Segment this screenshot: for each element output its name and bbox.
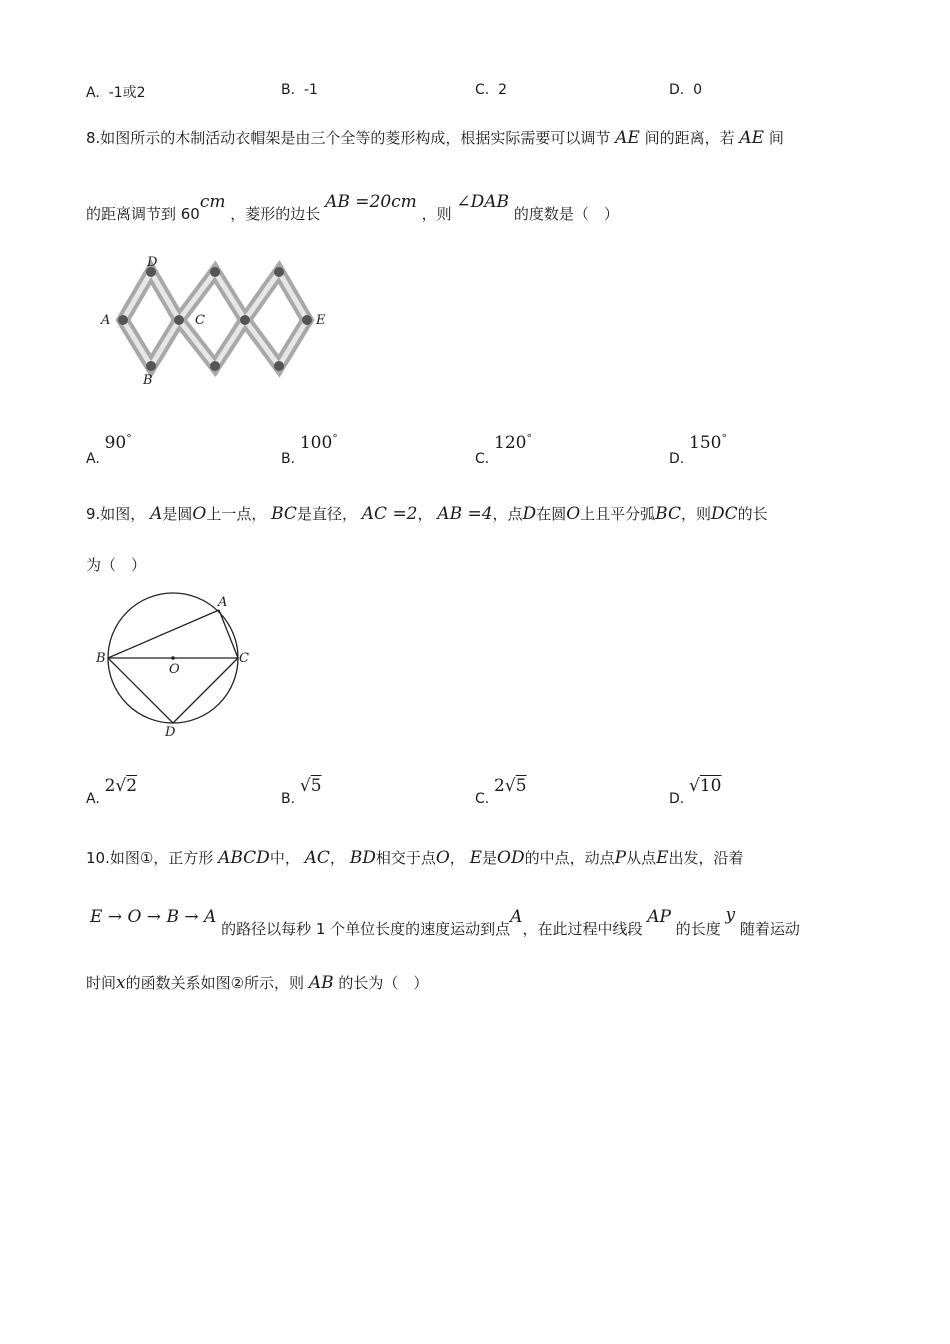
radicand: 5 — [515, 776, 527, 796]
option-value: -1 — [303, 82, 318, 98]
option-b — [281, 82, 318, 98]
math-o: O — [566, 504, 581, 524]
text: 的长 — [737, 505, 768, 523]
text: ，点 — [492, 505, 523, 523]
option-key: A. — [86, 451, 100, 467]
math-ac: AC — [304, 848, 330, 868]
option-a — [86, 82, 146, 102]
math-p: P — [614, 848, 627, 868]
text: 是直径， — [296, 505, 357, 523]
option-value: 120 — [494, 433, 527, 453]
option-a — [86, 432, 132, 467]
text: ， — [449, 849, 465, 867]
option-c — [475, 432, 532, 467]
label-e: E — [316, 313, 326, 328]
option-key: B. — [281, 451, 296, 467]
math-bc: BC — [655, 504, 681, 524]
option-key: C. — [475, 82, 490, 98]
text: 间 — [768, 129, 784, 147]
label-b: B — [143, 373, 153, 388]
text: 是圆 — [162, 505, 193, 523]
option-value: 100 — [299, 433, 333, 453]
text: 在圆 — [536, 505, 567, 523]
degree-symbol: ° — [126, 432, 132, 445]
math-d: D — [522, 504, 537, 524]
text: ，则 — [680, 505, 711, 523]
option-key: A. — [86, 791, 100, 807]
math-cm: cm — [199, 192, 226, 212]
text: ，在此过程中线段 — [522, 920, 643, 938]
math-ap: AP — [647, 907, 671, 927]
option-key: C. — [475, 451, 490, 467]
question-10-line-2 — [90, 905, 800, 939]
question-9-line-2: 为（ ） — [86, 556, 147, 574]
text: 9.如图， — [86, 505, 146, 523]
label-c: C — [239, 651, 249, 666]
text: 相交于点 — [375, 849, 436, 867]
math-o: O — [435, 848, 450, 868]
option-b — [281, 776, 322, 807]
question-10-line-1 — [86, 847, 744, 868]
option-key: C. — [475, 791, 490, 807]
option-key: D. — [669, 791, 685, 807]
text: 时间 — [86, 974, 117, 992]
text: 的长为（ ） — [338, 974, 429, 992]
sqrt-expression: 2√5 — [494, 776, 527, 796]
label-d: D — [147, 255, 158, 270]
option-c — [475, 776, 527, 807]
option-value: 90 — [104, 433, 127, 453]
text: 中， — [269, 849, 300, 867]
text: ， — [417, 505, 433, 523]
math-o: O — [192, 504, 207, 524]
text: 出发，沿着 — [668, 849, 744, 867]
degree-symbol: ° — [332, 432, 338, 445]
option-key: D. — [669, 451, 685, 467]
sqrt-expression: √5 — [299, 776, 322, 796]
math-ae: AE — [739, 128, 765, 148]
text: 的距离调节到 60 — [86, 205, 200, 223]
math-ab: AB — [308, 973, 334, 993]
option-key: D. — [669, 82, 685, 98]
question-8-line-1 — [86, 127, 784, 148]
text: 间的距离，若 — [644, 129, 735, 147]
math-e: E — [656, 848, 669, 868]
label-o: O — [169, 662, 180, 677]
coefficient: 2 — [494, 776, 505, 796]
math-ae: AE — [615, 128, 640, 148]
text: 上且平分弧 — [580, 505, 656, 523]
option-key: B. — [281, 82, 296, 98]
label-c: C — [195, 313, 205, 328]
math-a: A — [150, 504, 163, 524]
label-a: A — [218, 595, 228, 610]
text: 8.如图所示的木制活动衣帽架是由三个全等的菱形构成，根据实际需要可以调节 — [86, 129, 611, 147]
sqrt-expression: 2√2 — [104, 776, 138, 796]
option-a — [86, 776, 138, 807]
text: 的中点，动点 — [524, 849, 615, 867]
option-d — [669, 776, 722, 807]
coat-rack-figure — [95, 250, 345, 390]
math-e: E — [469, 848, 483, 868]
question-9-line-1 — [86, 503, 768, 524]
option-c — [475, 82, 507, 98]
text: ， — [329, 849, 345, 867]
degree-symbol: ° — [721, 432, 727, 445]
option-value: 150 — [689, 433, 722, 453]
text: 是 — [482, 849, 498, 867]
radicand: 2 — [126, 776, 138, 796]
option-key: A. — [86, 85, 100, 101]
math-a: A — [510, 907, 523, 927]
option-b — [281, 432, 338, 467]
option-value: 2 — [498, 82, 508, 98]
math-x: x — [116, 973, 126, 993]
math-angle-dab: ∠DAB — [456, 192, 510, 212]
question-8-line-2 — [86, 192, 619, 224]
text: 10.如图①，正方形 — [86, 849, 214, 867]
text: 的函数关系如图②所示，则 — [125, 974, 305, 992]
math-ab-eq: AB =4 — [437, 504, 493, 524]
math-abcd: ABCD — [218, 848, 270, 868]
math-ab-eq: AB =20cm — [325, 192, 417, 212]
text: 的长度 — [675, 920, 721, 938]
label-d: D — [165, 725, 176, 740]
question-10-line-3 — [86, 972, 428, 993]
math-bd: BD — [349, 848, 376, 868]
text: 上一点， — [206, 505, 267, 523]
text: 的度数是（ ） — [513, 205, 619, 223]
option-d — [669, 432, 727, 467]
degree-symbol: ° — [526, 432, 532, 445]
math-y: y — [725, 905, 736, 925]
option-key: B. — [281, 791, 296, 807]
coefficient: 2 — [104, 776, 116, 796]
math-path: E → O → B → A — [90, 907, 217, 927]
math-dc: DC — [711, 504, 738, 524]
text: 从点 — [626, 849, 657, 867]
radicand: 5 — [310, 776, 322, 796]
text: ，则 — [421, 205, 452, 223]
option-value: -1或2 — [108, 85, 146, 101]
option-value: 0 — [693, 82, 703, 98]
radicand: 10 — [699, 776, 722, 796]
math-od: OD — [497, 848, 525, 868]
math-bc: BC — [271, 504, 297, 524]
label-b: B — [96, 651, 106, 666]
option-d — [669, 82, 702, 98]
text: ，菱形的边长 — [230, 205, 321, 223]
text: 的路径以每秒 1 个单位长度的速度运动到点 — [221, 920, 511, 938]
math-ac-eq: AC =2 — [361, 504, 418, 524]
text: 随着运动 — [739, 920, 800, 938]
sqrt-expression: √10 — [689, 776, 722, 796]
label-a: A — [101, 313, 111, 328]
circle-figure — [93, 590, 263, 740]
